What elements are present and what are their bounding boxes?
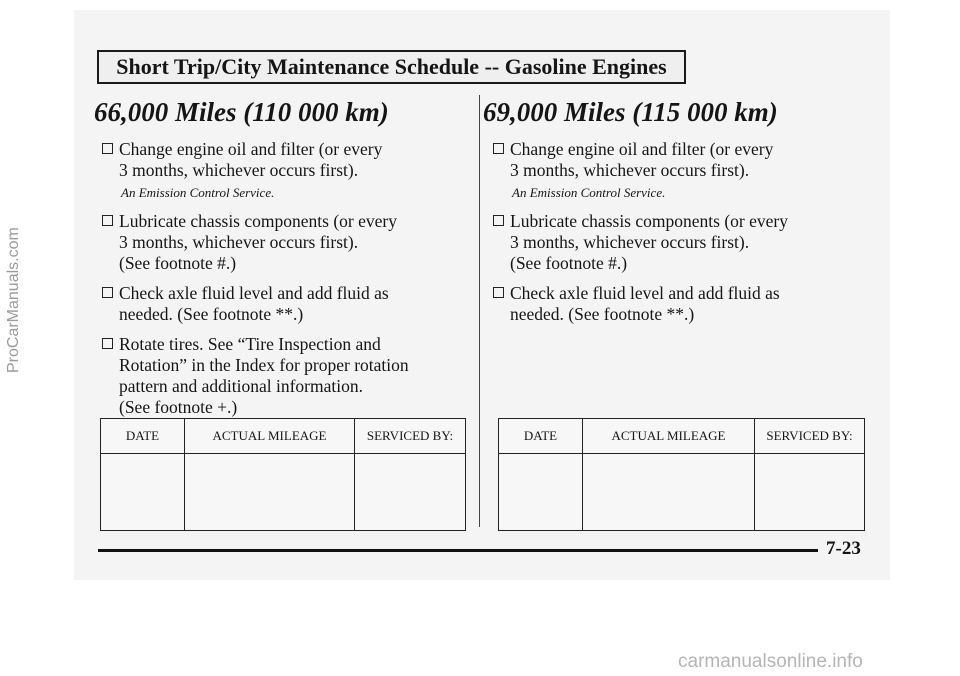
left-item-chassis-text: Lubricate chassis components (or every 3 months, whichever occurs first). (See footnote #.)	[119, 211, 397, 273]
left-item-axle-text: Check axle fluid level and add fluid as needed. (See footnote **.)	[119, 283, 389, 324]
left-item-oil-text: Change engine oil and filter (or every 3 months, whichever occurs first).	[119, 139, 383, 180]
right-heading: 69,000 Miles (115 000 km)	[483, 97, 778, 127]
left-emission-note: An Emission Control Service.	[121, 185, 275, 200]
page-title: Short Trip/City Maintenance Schedule -- Gasoline Engines	[97, 50, 686, 84]
left-item-tires-text: Rotate tires. See “Tire Inspection and Rotation” in the Index for proper rotation pattern and additional information. (See footnote +.)	[119, 334, 409, 417]
right-item-axle-text: Check axle fluid level and add fluid as needed. (See footnote **.)	[510, 283, 780, 324]
left-item-tires	[92, 334, 467, 418]
checkbox-icon	[493, 287, 504, 298]
right-item-oil	[483, 139, 873, 181]
right-item-oil-text: Change engine oil and filter (or every 3 months, whichever occurs first).	[510, 139, 774, 180]
date-cell	[101, 454, 185, 531]
serviced-by-cell	[755, 454, 865, 531]
footer-rule	[98, 549, 818, 552]
date-cell	[499, 454, 583, 531]
column-divider	[479, 95, 480, 527]
checkbox-icon	[102, 338, 113, 349]
right-item-axle	[483, 283, 873, 325]
bottom-watermark: carmanualsonline.info	[678, 651, 863, 672]
right-item-chassis-text: Lubricate chassis components (or every 3 months, whichever occurs first). (See footnote #.)	[510, 211, 788, 273]
serviced-by-cell	[355, 454, 466, 531]
right-column	[483, 95, 873, 325]
left-column	[92, 95, 467, 418]
checkbox-icon	[102, 215, 113, 226]
left-item-oil	[92, 139, 467, 181]
right-item-chassis	[483, 211, 873, 274]
right-emission-note: An Emission Control Service.	[512, 185, 666, 200]
mileage-cell	[185, 454, 355, 531]
actual-mileage-header: ACTUAL MILEAGE	[185, 419, 355, 454]
date-header: DATE	[101, 419, 185, 454]
side-watermark: ProCarManuals.com	[5, 227, 22, 373]
page-number: 7-23	[826, 538, 861, 559]
serviced-by-header: SERVICED BY:	[755, 419, 865, 454]
right-service-record-table	[498, 418, 865, 531]
checkbox-icon	[102, 143, 113, 154]
actual-mileage-header: ACTUAL MILEAGE	[583, 419, 755, 454]
left-item-axle	[92, 283, 467, 325]
mileage-cell	[583, 454, 755, 531]
left-item-chassis	[92, 211, 467, 274]
serviced-by-header: SERVICED BY:	[355, 419, 466, 454]
left-heading: 66,000 Miles (110 000 km)	[94, 97, 389, 127]
date-header: DATE	[499, 419, 583, 454]
left-service-record-table	[100, 418, 466, 531]
checkbox-icon	[102, 287, 113, 298]
checkbox-icon	[493, 143, 504, 154]
checkbox-icon	[493, 215, 504, 226]
